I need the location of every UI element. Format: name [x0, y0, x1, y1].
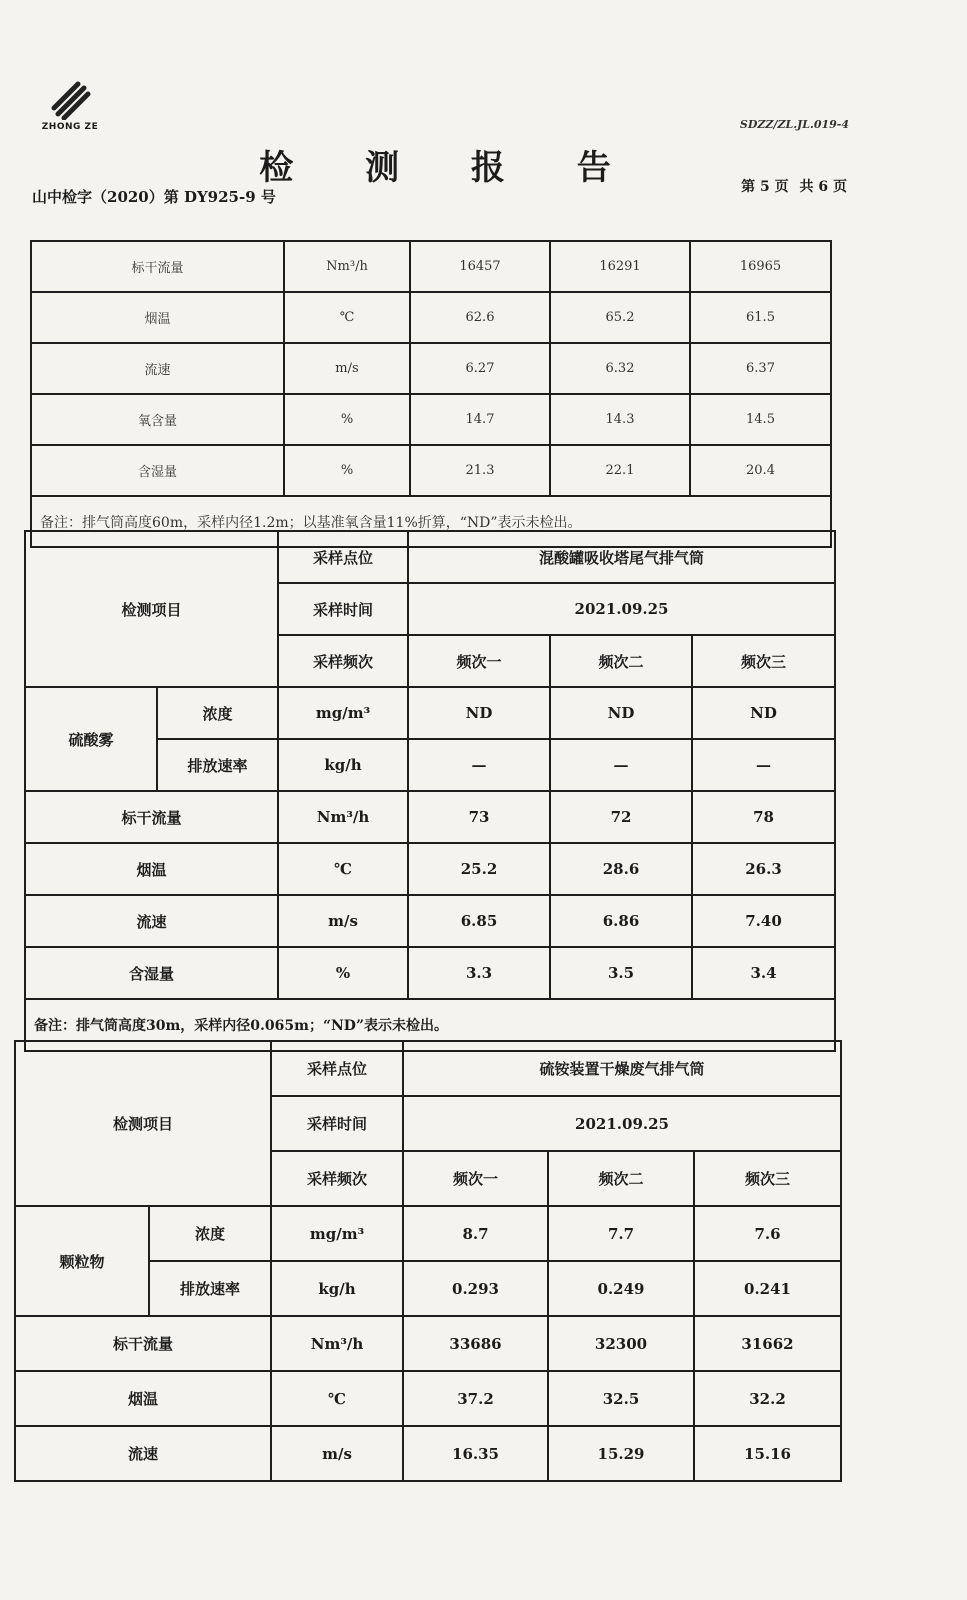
value-cell: 0.249 [548, 1261, 694, 1316]
value-cell: 7.7 [548, 1206, 694, 1261]
report-number: 山中检字（2020）第 DY925-9 号 [32, 188, 276, 206]
param-label: 流速 [15, 1426, 271, 1481]
pollutant-label: 硫酸雾 [25, 687, 157, 791]
value-cell: 6.85 [408, 895, 550, 947]
value-cell: 26.3 [692, 843, 835, 895]
value-cell: 61.5 [690, 292, 831, 343]
value-cell: 6.86 [550, 895, 692, 947]
param-unit: % [284, 394, 410, 445]
value-cell: 22.1 [550, 445, 690, 496]
value-cell: ND [550, 687, 692, 739]
value-cell: 16457 [410, 241, 550, 292]
page-total: 共 6 页 [799, 179, 847, 195]
param-unit: m/s [284, 343, 410, 394]
value-cell: 15.16 [694, 1426, 841, 1481]
value-cell: 3.5 [550, 947, 692, 999]
sampling-freq-label: 采样频次 [278, 635, 408, 687]
remark-note: 备注：排气筒高度60m，采样内径1.2m；以基准氧含量11%折算，“ND”表示未检出。 [31, 496, 831, 547]
table-row [31, 292, 831, 343]
table-row [25, 531, 835, 583]
param-unit: Nm³/h [284, 241, 410, 292]
table-row [25, 895, 835, 947]
concentration-label: 浓度 [149, 1206, 271, 1261]
value-cell: 28.6 [550, 843, 692, 895]
value-cell: 33686 [403, 1316, 548, 1371]
param-label: 氧含量 [31, 394, 284, 445]
remark-note: 备注：排气筒高度30m，采样内径0.065m；“ND”表示未检出。 [25, 999, 835, 1051]
value-cell: 16291 [550, 241, 690, 292]
value-cell: — [550, 739, 692, 791]
sampling-point-value: 混酸罐吸收塔尾气排气筒 [408, 531, 835, 583]
param-label: 标干流量 [25, 791, 278, 843]
freq-header: 频次一 [408, 635, 550, 687]
sampling-point-label: 采样点位 [271, 1041, 403, 1096]
value-cell: ND [408, 687, 550, 739]
sampling-time-value: 2021.09.25 [408, 583, 835, 635]
emission-rate-unit: kg/h [278, 739, 408, 791]
value-cell: 0.293 [403, 1261, 548, 1316]
param-label: 烟温 [31, 292, 284, 343]
table-row [15, 1371, 841, 1426]
value-cell: 3.3 [408, 947, 550, 999]
sampling-time-label: 采样时间 [278, 583, 408, 635]
value-cell: 16965 [690, 241, 831, 292]
value-cell: 32.5 [548, 1371, 694, 1426]
value-cell: — [408, 739, 550, 791]
value-cell: 32300 [548, 1316, 694, 1371]
value-cell: 72 [550, 791, 692, 843]
value-cell: — [692, 739, 835, 791]
value-cell: 6.27 [410, 343, 550, 394]
logo-text: ZHONG ZE [41, 122, 99, 132]
value-cell: 31662 [694, 1316, 841, 1371]
value-cell: 8.7 [403, 1206, 548, 1261]
freq-header: 频次二 [548, 1151, 694, 1206]
value-cell: 25.2 [408, 843, 550, 895]
value-cell: 3.4 [692, 947, 835, 999]
param-unit: Nm³/h [271, 1316, 403, 1371]
param-label: 标干流量 [31, 241, 284, 292]
value-cell: 32.2 [694, 1371, 841, 1426]
item-label: 检测项目 [15, 1041, 271, 1206]
param-label: 流速 [31, 343, 284, 394]
pollutant-label: 颗粒物 [15, 1206, 149, 1316]
concentration-label: 浓度 [157, 687, 278, 739]
value-cell: 7.6 [694, 1206, 841, 1261]
value-cell: 6.37 [690, 343, 831, 394]
value-cell: 73 [408, 791, 550, 843]
value-cell: 6.32 [550, 343, 690, 394]
table-row [25, 947, 835, 999]
freq-header: 频次一 [403, 1151, 548, 1206]
value-cell: 78 [692, 791, 835, 843]
value-cell: 15.29 [548, 1426, 694, 1481]
param-unit: % [284, 445, 410, 496]
value-cell: 14.7 [410, 394, 550, 445]
param-unit: % [278, 947, 408, 999]
param-unit: ℃ [278, 843, 408, 895]
sampling-point-label: 采样点位 [278, 531, 408, 583]
param-label: 烟温 [25, 843, 278, 895]
param-label: 含湿量 [31, 445, 284, 496]
sulfuric-acid-mist-table [24, 530, 836, 1052]
continuation-table [30, 240, 832, 548]
value-cell: 20.4 [690, 445, 831, 496]
table-row [31, 241, 831, 292]
particulate-matter-table [14, 1040, 842, 1482]
zhongze-logo-icon [48, 78, 92, 120]
table-row [31, 343, 831, 394]
param-unit: ℃ [284, 292, 410, 343]
emission-rate-label: 排放速率 [149, 1261, 271, 1316]
value-cell: 37.2 [403, 1371, 548, 1426]
value-cell: 21.3 [410, 445, 550, 496]
item-label: 检测项目 [25, 531, 278, 687]
freq-header: 频次二 [550, 635, 692, 687]
document-code: SDZZ/ZL.JL.019-4 [739, 118, 849, 131]
sampling-time-value: 2021.09.25 [403, 1096, 841, 1151]
param-unit: Nm³/h [278, 791, 408, 843]
freq-header: 频次三 [692, 635, 835, 687]
freq-header: 频次三 [694, 1151, 841, 1206]
table-row [15, 1206, 841, 1261]
table-row [31, 394, 831, 445]
param-label: 流速 [25, 895, 278, 947]
sampling-freq-label: 采样频次 [271, 1151, 403, 1206]
page-title: 检 测 报 告 [259, 148, 641, 188]
emission-rate-unit: kg/h [271, 1261, 403, 1316]
sampling-point-value: 硫铵装置干燥废气排气筒 [403, 1041, 841, 1096]
value-cell: 65.2 [550, 292, 690, 343]
param-unit: ℃ [271, 1371, 403, 1426]
concentration-unit: mg/m³ [271, 1206, 403, 1261]
value-cell: 7.40 [692, 895, 835, 947]
table-row [25, 687, 835, 739]
value-cell: 62.6 [410, 292, 550, 343]
table-row [15, 1041, 841, 1096]
emission-rate-label: 排放速率 [157, 739, 278, 791]
page-info [735, 176, 847, 196]
param-unit: m/s [271, 1426, 403, 1481]
company-logo [30, 78, 110, 132]
param-label: 烟温 [15, 1371, 271, 1426]
value-cell: 14.3 [550, 394, 690, 445]
value-cell: ND [692, 687, 835, 739]
param-label: 标干流量 [15, 1316, 271, 1371]
page-current: 第 5 页 [741, 179, 789, 195]
sampling-time-label: 采样时间 [271, 1096, 403, 1151]
table-row [25, 791, 835, 843]
param-unit: m/s [278, 895, 408, 947]
table-row [25, 843, 835, 895]
value-cell: 16.35 [403, 1426, 548, 1481]
concentration-unit: mg/m³ [278, 687, 408, 739]
value-cell: 0.241 [694, 1261, 841, 1316]
value-cell: 14.5 [690, 394, 831, 445]
table-row [15, 1426, 841, 1481]
param-label: 含湿量 [25, 947, 278, 999]
table-row [15, 1316, 841, 1371]
table-row [31, 445, 831, 496]
